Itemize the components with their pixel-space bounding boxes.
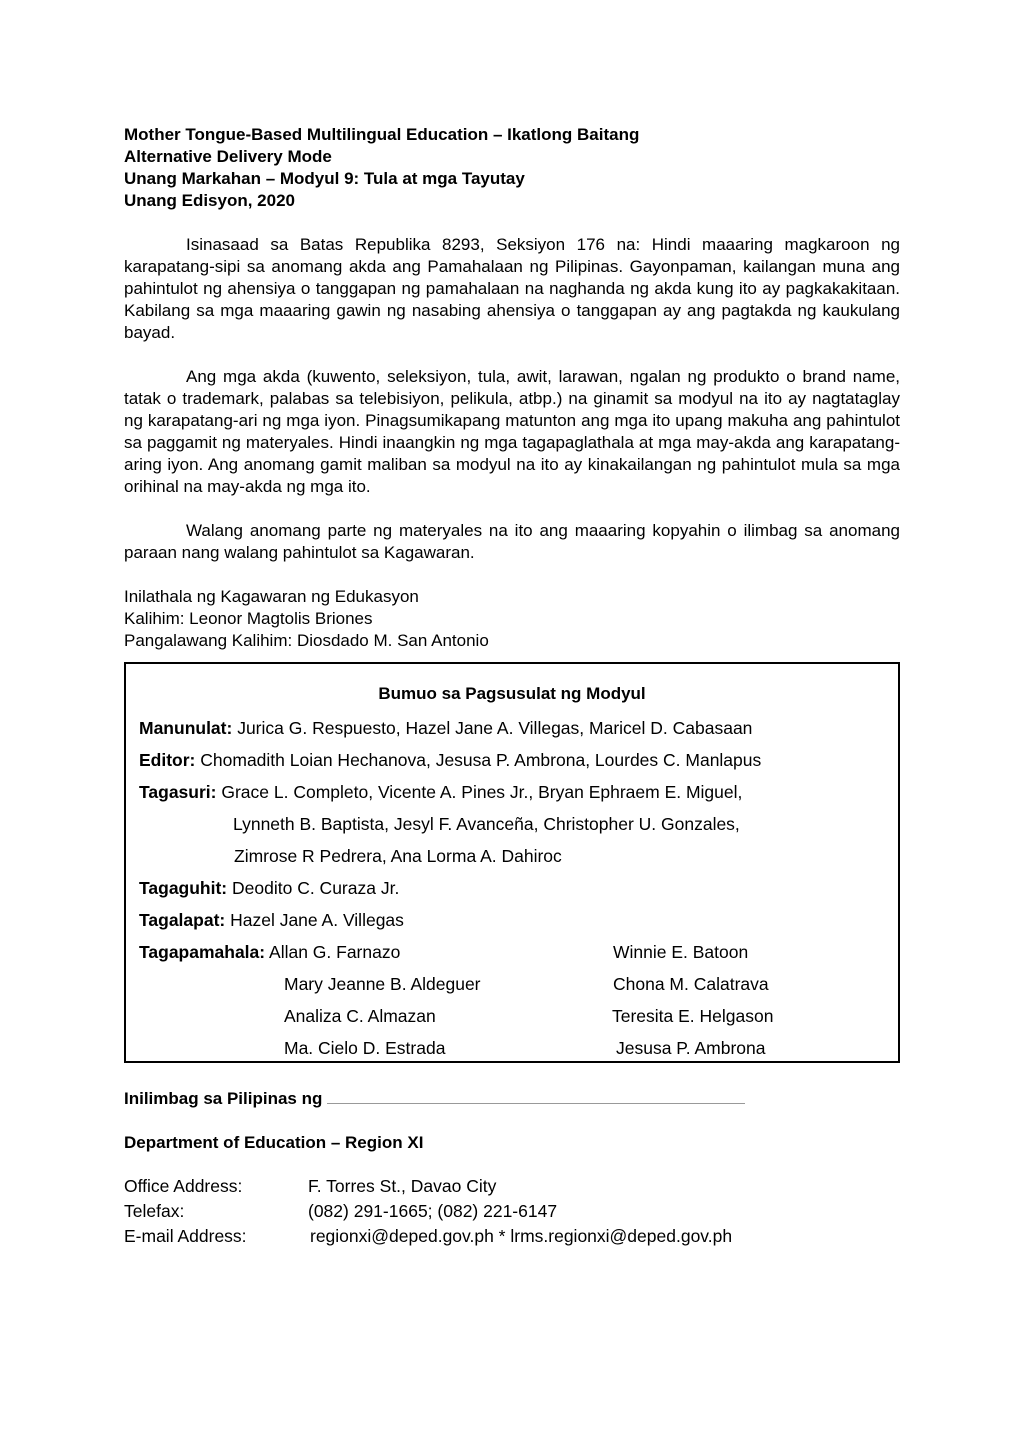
credits-title: Bumuo sa Pagsusulat ng Modyul — [378, 684, 646, 703]
department-heading: Department of Education – Region XI — [124, 1133, 424, 1152]
credits-row-manunulat — [139, 718, 752, 739]
title-line-4: Unang Edisyon, 2020 — [124, 191, 295, 210]
tagapamahala-right-2: Teresita E. Helgason — [612, 1006, 774, 1026]
document-body — [124, 124, 900, 652]
tagalapat-label: Tagalapat: — [139, 910, 226, 930]
tagalapat-value: Hazel Jane A. Villegas — [230, 910, 404, 930]
telefax-value: (082) 291-1665; (082) 221-6147 — [308, 1201, 558, 1221]
credits-row-tagapamahala — [139, 942, 400, 963]
tagapamahala-left-1: Mary Jeanne B. Aldeguer — [284, 974, 481, 994]
tagaguhit-label: Tagaguhit: — [139, 878, 228, 898]
tagasuri-value-2: Lynneth B. Baptista, Jesyl F. Avanceña, Christopher U. Gonzales, — [233, 814, 740, 834]
tagapamahala-right-3: Jesusa P. Ambrona — [616, 1038, 766, 1058]
printed-by-label: Inilimbag sa Pilipinas ng — [124, 1089, 323, 1108]
tagapamahala-right-0: Winnie E. Batoon — [613, 942, 749, 962]
tagasuri-label: Tagasuri: — [139, 782, 217, 802]
tagaguhit-value: Deodito C. Curaza Jr. — [232, 878, 400, 898]
telefax-label: Telefax: — [124, 1201, 185, 1221]
credits-row-tagalapat — [139, 910, 404, 931]
publisher-line: Inilathala ng Kagawaran ng Edukasyon — [124, 587, 419, 606]
title-line-3: Unang Markahan – Modyul 9: Tula at mga Tayutay — [124, 169, 525, 188]
manunulat-value: Jurica G. Respuesto, Hazel Jane A. Villegas, Maricel D. Cabasaan — [237, 718, 753, 738]
title-line-1: Mother Tongue-Based Multilingual Education – Ikatlong Baitang — [124, 125, 640, 144]
tagapamahala-left-3: Ma. Cielo D. Estrada — [284, 1038, 446, 1058]
tagapamahala-left-0: Allan G. Farnazo — [269, 942, 401, 962]
undersecretary-line: Pangalawang Kalihim: Diosdado M. San Antonio — [124, 631, 489, 650]
printed-by-blank — [327, 1089, 745, 1104]
copyright-paragraph-1: Isinasaad sa Batas Republika 8293, Seksiyon 176 na: Hindi maaaring magkaroon ng karapatang-sipi sa anomang akda ang Pamahalaan ng Pilipinas. Gayonpaman, kailangan muna ang pahintulot ng ahensiya o tanggapan ng pamahalaan na naghanda ng akda kung ito ay pagkakakitaan. Kabilang sa mga maaaring gawin ng nasabing ahensiya o tanggapan ay ang pagtakda ng kaukulang bayad. — [124, 235, 900, 342]
tagapamahala-label: Tagapamahala: — [139, 942, 266, 962]
credits-row-tagaguhit — [139, 878, 399, 899]
office-address-label: Office Address: — [124, 1176, 243, 1196]
copyright-paragraph-2: Ang mga akda (kuwento, seleksiyon, tula, awit, larawan, ngalan ng produkto o brand name, tatak o trademark, palabas sa telebisiyon, pelikula, atbp.) na ginamit sa modyul na ito ay nagtataglay ng karapatang-ari ng mga iyon. Pinagsumikapang matunton ang mga ito upang makuha ang pahintulot sa paggamit ng materyales. Hindi inaangkin ng mga tagapaglathala at mga may-akda ang karapatang-aring iyon. Ang anomang gamit maliban sa modyul na ito ay kinakailangan ng pahintulot mula sa mga orihinal na may-akda ng mga ito. — [124, 367, 900, 496]
editor-label: Editor: — [139, 750, 196, 770]
title-line-2: Alternative Delivery Mode — [124, 147, 332, 166]
office-address-value: F. Torres St., Davao City — [308, 1176, 497, 1196]
editor-value: Chomadith Loian Hechanova, Jesusa P. Ambrona, Lourdes C. Manlapus — [200, 750, 762, 770]
tagapamahala-left-2: Analiza C. Almazan — [284, 1006, 436, 1026]
secretary-line: Kalihim: Leonor Magtolis Briones — [124, 609, 373, 628]
copyright-paragraph-3: Walang anomang parte ng materyales na ito ang maaaring kopyahin o ilimbag sa anomang paraan nang walang pahintulot sa Kagawaran. — [124, 521, 900, 562]
tagasuri-value-3: Zimrose R Pedrera, Ana Lorma A. Dahiroc — [234, 846, 562, 866]
email-value: regionxi@deped.gov.ph * lrms.regionxi@deped.gov.ph — [310, 1226, 733, 1246]
credits-row-tagasuri — [139, 782, 742, 803]
credits-row-editor — [139, 750, 761, 771]
manunulat-label: Manunulat: — [139, 718, 233, 738]
tagapamahala-right-1: Chona M. Calatrava — [613, 974, 769, 994]
printed-by-line — [124, 1089, 745, 1109]
email-label: E-mail Address: — [124, 1226, 247, 1246]
credits-box — [124, 662, 900, 1063]
tagasuri-value-1: Grace L. Completo, Vicente A. Pines Jr., Bryan Ephraem E. Miguel, — [221, 782, 743, 802]
